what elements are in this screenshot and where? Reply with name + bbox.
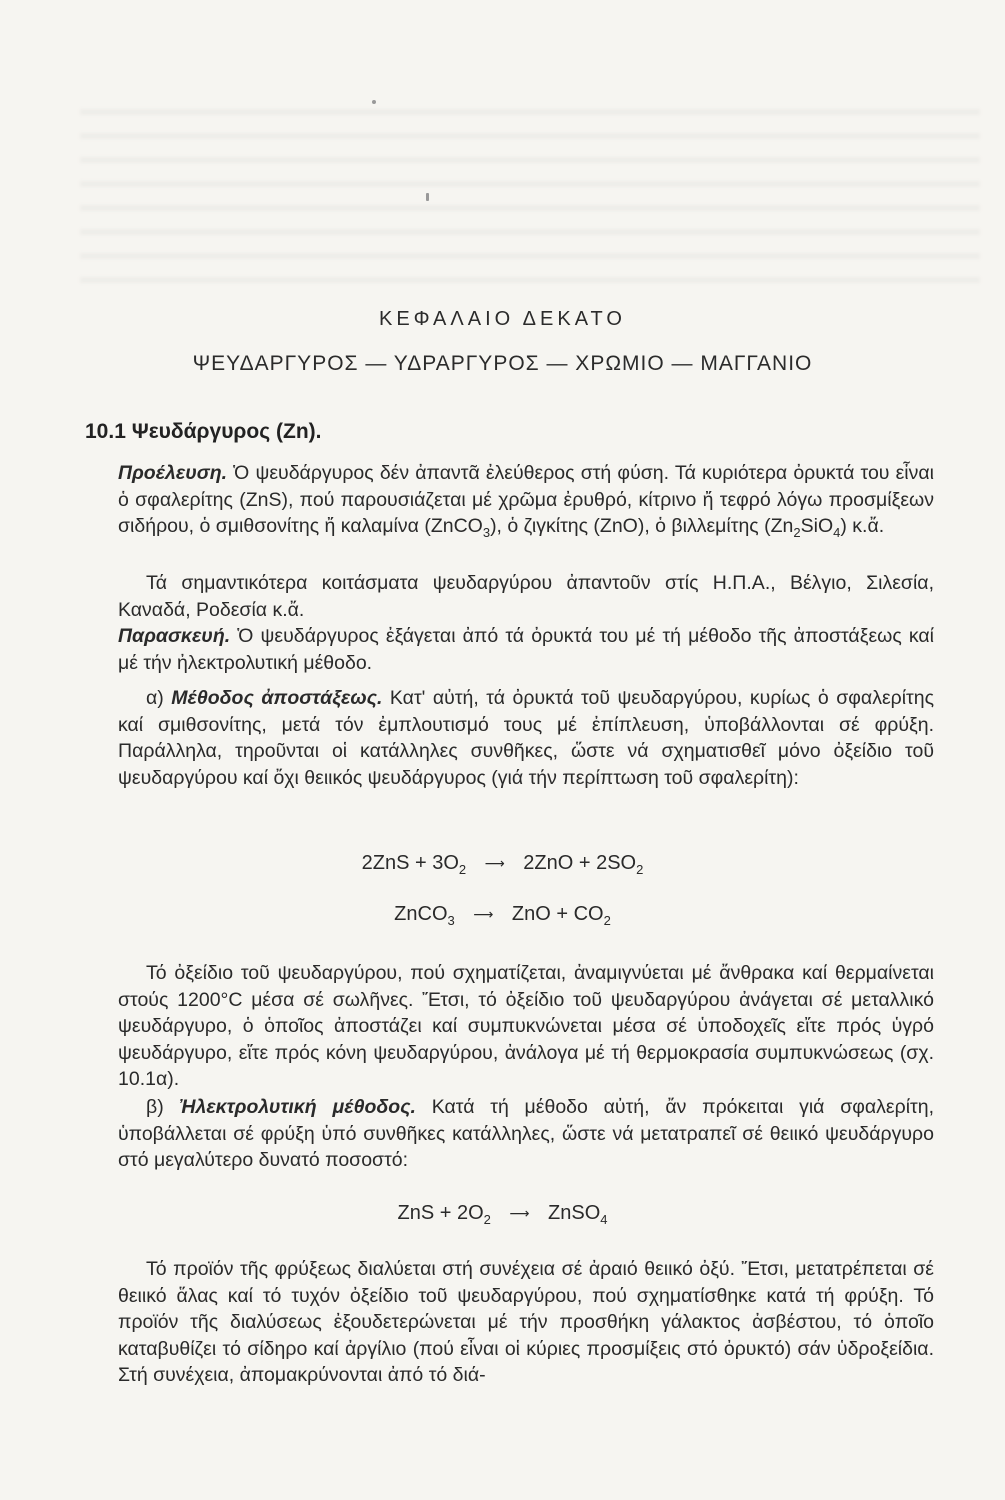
reaction-arrow: ⟶ bbox=[509, 1205, 530, 1222]
origin-text: Ὁ ψευδάργυρος δέν ἀπαντᾶ ἐλεύθερος στή φύση. Τά κυριότερα ὀρυκτά του εἶναι ὁ σφαλερίτης (ZnS), πού παρουσιάζεται μέ χρῶμα ἐρυθρό, κίτρινο ἤ τεφρό λόγω προσμίξεων σιδήρου, ὁ σμιθσονίτης ἤ καλαμίνα (ZnCO bbox=[118, 462, 934, 537]
show-through-text bbox=[80, 95, 980, 285]
equation-2: ZnCO$_3$ ⟶ ZnO + $CO_2$ bbox=[394, 903, 611, 928]
page-speck bbox=[426, 193, 429, 201]
equation-1: $2ZnS + 3O_2$ ⟶ $2ZnO + 2SO_2$ bbox=[361, 852, 644, 877]
method-b-label: Ἠλεκτρολυτική μέθοδος. bbox=[179, 1096, 416, 1118]
equation-3: ZnS + $2O_2$ ⟶ ZnSO$_4$ bbox=[397, 1202, 608, 1227]
origin-label: Προέλευση. bbox=[118, 462, 228, 484]
method-a-text: Κατ' αὐτή, τά ὀρυκτά τοῦ ψευδαργύρου, κυρίως ὁ σφαλερίτης καί σμιθσονίτης, μετά τόν ἐμπλουτισμό τους μέ ἐπίπλευση, ὑποβάλλονται σέ φρύξη. Παράλληλα, τηροῦνται οἱ κατάλληλες συνθῆκες, ὥστε νά σχηματισθεῖ μόνο ὀξείδιο τοῦ ψευδαργύρου καί ὄχι θειικός ψευδάργυρος (γιά τήν περίπτωση τοῦ σφαλερίτη): bbox=[118, 687, 935, 789]
chapter-label: ΚΕΦΑΛΑΙΟ ΔΕΚΑΤΟ bbox=[379, 308, 626, 330]
paragraph-deposits: Τά σημαντικότερα κοιτάσματα ψευδαργύρου ἀπαντοῦν στίς Η.Π.Α., Βέλγιο, Σιλεσία, Καναδά, Ροδεσία κ.ἄ. bbox=[118, 572, 934, 621]
preparation-label: Παρασκευή. bbox=[118, 625, 231, 647]
paragraph-oxide: Τό ὀξείδιο τοῦ ψευδαργύρου, πού σχηματίζεται, ἀναμιγνύεται μέ ἄνθρακα καί θερμαίνεται στούς 1200°C μέσα σέ σωλῆνες. Ἔτσι, τό ὀξείδιο τοῦ ψευδαργύρου ἀνάγεται σέ μεταλλικό ψευδάργυρο, ὁ ὁποῖος ἀποστάζει καί συμπυκνώνεται μέσα σέ ὑποδοχεῖς εἴτε πρός ὑγρό ψευδάργυρο, εἴτε πρός κόνη ψευδαργύρου, ἀνάλογα μέ τή θερμοκρασία συμπυκνώσεως (σχ. 10.1α). bbox=[118, 962, 934, 1090]
page-speck bbox=[372, 100, 376, 104]
paragraph-method-a: α) Μέθοδος ἀποστάξεως. Κατ' αὐτή, τά ὀρυκτά τοῦ ψευδαργύρου, κυρίως ὁ σφαλερίτης καί σμιθσονίτης, μετά τόν ἐμπλουτισμό τους μέ ἐπίπλευση, ὑποβάλλονται σέ φρύξη. Παράλληλα, τηροῦνται οἱ κατάλληλες συνθῆκες, ὥστε νά σχηματισθεῖ μόνο ὀξείδιο τοῦ ψευδαργύρου καί ὄχι θειικός ψευδάργυρος (γιά τήν περίπτωση τοῦ σφαλερίτη): bbox=[118, 687, 935, 789]
method-b-text: Κατά τή μέθοδο αὐτή, ἄν πρόκειται γιά σφαλερίτη, ὑποβάλλεται σέ φρύξη ὑπό συνθῆκες κατάλληλες, ὥστε νά μετατραπεῖ σέ θειικό ψευδάργυρο στό μεγαλύτερο δυνατό ποσοστό: bbox=[118, 1096, 934, 1171]
reaction-arrow: ⟶ bbox=[473, 906, 494, 923]
paragraph-roasting: Τό προϊόν τῆς φρύξεως διαλύεται στή συνέχεια σέ ἀραιό θειικό ὀξύ. Ἔτσι, μετατρέπεται σέ θειικό ἅλας καί τό τυχόν ὀξείδιο τοῦ ψευδαργύρου, πού σχηματίσθηκε κατά τή φρύξη. Τό προϊόν τῆς διαλύσεως ἐξουδετερώνεται μέ τήν προσθήκη γάλακτος ἀσβέστου, τό ὁποῖο καταβυθίζει τό σίδηρο καί ἀργίλιο (πού εἶναι οἱ κύριες προσμίξεις στό ὀρυκτό) σάν ὑδροξείδια. Στή συνέχεια, ἀπομακρύνονται ἀπό τό διά- bbox=[118, 1258, 934, 1386]
reaction-arrow: ⟶ bbox=[484, 855, 505, 872]
paragraph-origin: Προέλευση. Ὁ ψευδάργυρος δέν ἀπαντᾶ ἐλεύθερος στή φύση. Τά κυριότερα ὀρυκτά του εἶναι ὁ σφαλερίτης (ZnS), πού παρουσιάζεται μέ χρῶμα ἐρυθρό, κίτρινο ἤ τεφρό λόγω προσμίξεων σιδήρου, ὁ σμιθσονίτης ἤ καλαμίνα (ZnCO$_3$), ὁ ζιγκίτης (ZnO), ὁ βιλλεμίτης $(Zn_2SiO_4)$ κ.ἄ. bbox=[118, 462, 934, 540]
paragraph-preparation bbox=[118, 623, 934, 676]
preparation-text: Ὁ ψευδάργυρος ἐξάγεται ἀπό τά ὀρυκτά του μέ τή μέθοδο τῆς ἀποστάξεως καί μέ τήν ἠλεκτρολυτική μέθοδο. bbox=[118, 625, 934, 674]
chapter-title: ΨΕΥΔΑΡΓΥΡΟΣ — ΥΔΡΑΡΓΥΡΟΣ — ΧΡΩΜΙΟ — ΜΑΓΓΑΝΙΟ bbox=[192, 352, 813, 375]
method-a-label: Μέθοδος ἀποστάξεως. bbox=[171, 687, 383, 709]
paragraph-method-b: β) Ἠλεκτρολυτική μέθοδος. Κατά τή μέθοδο αὐτή, ἄν πρόκειται γιά σφαλερίτη, ὑποβάλλεται σέ φρύξη ὑπό συνθῆκες κατάλληλες, ὥστε νά μετατραπεῖ σέ θειικό ψευδάργυρο στό μεγαλύτερο δυνατό ποσοστό: bbox=[118, 1096, 934, 1171]
section-heading: 10.1 Ψευδάργυρος (Zn). bbox=[85, 420, 322, 443]
